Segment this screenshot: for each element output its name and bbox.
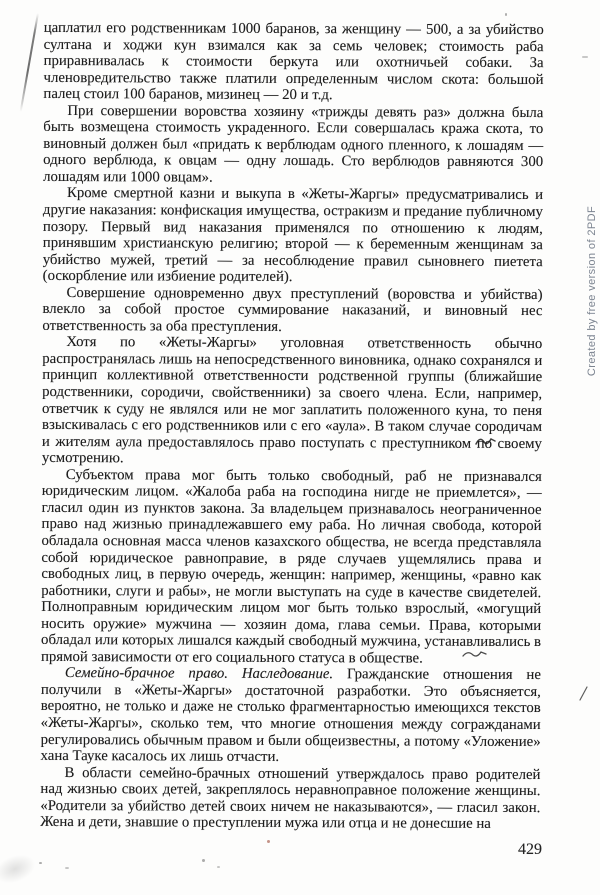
scan-crease-artifact [20,13,39,112]
paragraph: цаплатил его родственникам 1000 баранов, за женщину — 500, а за убийство султана и ходжи кун взимался как за семь человек; стоимость раба приравнивалась к стоимости беркута или охотничьей собаки. За членовредительство также платили определенным числом скота: большой палец стоил 100 баранов, мизинец — 20 и т.д. [43,19,544,104]
page-number: 429 [518,841,542,858]
paragraph-with-heading [41,665,541,766]
pen-slash-mark [578,686,590,702]
scan-smudge-artifact [0,850,39,889]
pen-underline-mark-1 [475,435,497,447]
ink-speck-red [267,840,270,843]
ink-speck [505,13,507,16]
ink-speck [217,866,220,868]
ink-speck [39,862,42,864]
paragraph: Субъектом права мог быть только свободный, раб не признавался юридическим лицом. «Жалоба раба на господина нигде не приемлется», — гласил один из пунктов закона. За владельцем признавалось неограниченное право над жизнью принадлежавшего ему раба. Но личная свобода, которой обладала основная масса членов казахского общества, не всегда представляла собой юридическое равноправие, в ряде случаев ущемлялись права и свободных лиц, в первую очередь, женщин: например, женщины, «равно как работники, слуги и рабы», не могли выступать на суде в качестве свидетелей. Полноправным юридическим лицом мог быть только взрослый, «могущий носить оружие» мужчина — хозяин дома, глава семьи. Права, которыми обладал или которых лишался каждый свободный мужчина, устанавливались в прямой зависимости от его социального статуса в обществе. [40,466,542,667]
ink-speck [582,56,588,58]
paragraph: Хотя по «Жеты-Жаргы» уголовная ответственность обычно распространялась лишь на непосредственного виновника, однако сохранялся и принцип коллективной ответственности родственной группы (ближайшие родственники, сородичи, свойственники) за своего члена. Если, например, ответчик к суду не являлся или не мог заплатить положенного куна, то пеня взыскивалась с его родственников или с его «аула». В таком случае сородичам и жителям аула предоставлялось право поступать с преступником по своему усмотрению. [41,334,543,467]
section-heading-italic: Семейно-брачное право. Наследование. [64,665,334,683]
pen-underline-mark-2 [462,648,488,659]
paragraph: В области семейно-брачных отношений утверждалось право родителей над жизнью своих детей, закреплялось неравноправное положение женщины. «Родители за убийство детей своих ничем не наказываются», — гласил закон. Жена и дети, знавшие о преступлении мужа или отца и не донесшие на [40,764,541,833]
ink-speck [65,867,69,869]
body-text [40,20,544,833]
pdf-watermark: Created by free version of 2PDF [586,205,598,377]
paragraph: Кроме смертной казни и выкупа в «Жеты-Жаргы» предусматривались и другие наказания: конфискация имущества, остракизм и предание публичному позору. Первый вид наказания применялся по отношению к людям, принявшим христианскую религию; второй — к беременным женщинам за убийство мужей, третий — за несоблюдение правил сыновнего пиетета (оскорбление или избиение родителей). [42,185,544,286]
paragraph: Совершение одновременно двух преступлений (воровства и убийства) влекло за собой простое суммирование наказаний, и виновный нес ответственность за оба преступления. [42,284,543,335]
paragraph: При совершении воровства хозяину «трижды девять раз» должна была быть возмещена стоимость украденного. Если совершалась кража скота, то виновный должен был «придать к верблюдам одного пленного, к лошадям — одного верблюда, к овцам — одну лошадь. Сто верблюдов равняются 300 лошадям или 1000 овцам». [43,102,544,186]
ink-speck [202,859,205,862]
paragraph-text: Гражданские отношения не получили в «Жеты-Жаргы» достаточной разработки. Это объясняется, вероятно, не только и даже не столько фрагментарностью имеющихся текстов «Жеты-Жаргы», сколько тем, что многие отношения между согражданами регулировались обычным правом и были общеизвестны, а потому «Уложение» хана Тауке касалось их лишь отчасти. [40,666,541,766]
